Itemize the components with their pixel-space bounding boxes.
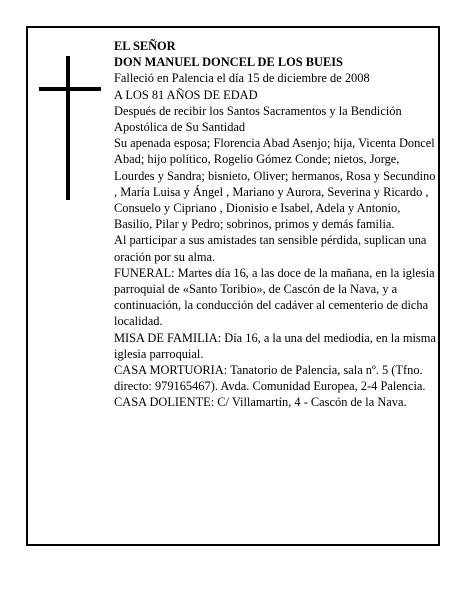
age-info: A LOS 81 AÑOS DE EDAD bbox=[114, 87, 258, 102]
sacraments-paragraph: Después de recibir los Santos Sacramentos y la Bendición Apostólica de Su Santidad bbox=[114, 103, 402, 135]
funeral-paragraph: FUNERAL: Martes día 16, a las doce de la mañana, en la iglesia parroquial de «Santo Toribio», de Cascón de la Nava, y a continuación, la conducción del cadáver al cementerio de dicha localidad. bbox=[114, 265, 435, 329]
mourning-home-paragraph: CASA DOLIENTE: C/ Villamartín, 4 - Cascón de la Nava. bbox=[114, 395, 407, 410]
request-paragraph: Al participar a sus amistades tan sensible pérdida, suplican una oración por su alma. bbox=[114, 233, 427, 264]
obituary-text bbox=[114, 38, 436, 411]
family-mass-paragraph: MISA DE FAMILIA: Día 16, a la una del mediodia, en la misma iglesia parroquial. bbox=[114, 330, 436, 361]
mortuary-paragraph: CASA MORTUORIA: Tanatorio de Palencia, sala nº. 5 (Tfno. directo: 979165467). Avda. Comunidad Europea, 2-4 Palencia. bbox=[114, 363, 426, 394]
obituary-frame bbox=[26, 26, 440, 546]
title-line: EL SEÑOR bbox=[114, 39, 176, 53]
family-paragraph: Su apenada esposa; Florencia Abad Asenjo; hija, Vicenta Doncel Abad; hijo político, Rogelio Gómez Conde; nietos, Jorge, Lourdes y Sandra; bisnieto, Oliver; hermanos, Rosa y Secundino , María Luisa y Ángel , Mariano y Aurora, Severina y Ricardo , Consuelo y Cipriano , Dionisio e Isabel, Adela y Antonio, Basilio, Pilar y Pedro; sobrinos, primos y demás familia. bbox=[114, 136, 436, 232]
death-info: Falleció en Palencia el día 15 de diciembre de 2008 bbox=[114, 71, 370, 86]
deceased-name: DON MANUEL DONCEL DE LOS BUEIS bbox=[114, 55, 343, 70]
cross-icon bbox=[39, 56, 101, 200]
